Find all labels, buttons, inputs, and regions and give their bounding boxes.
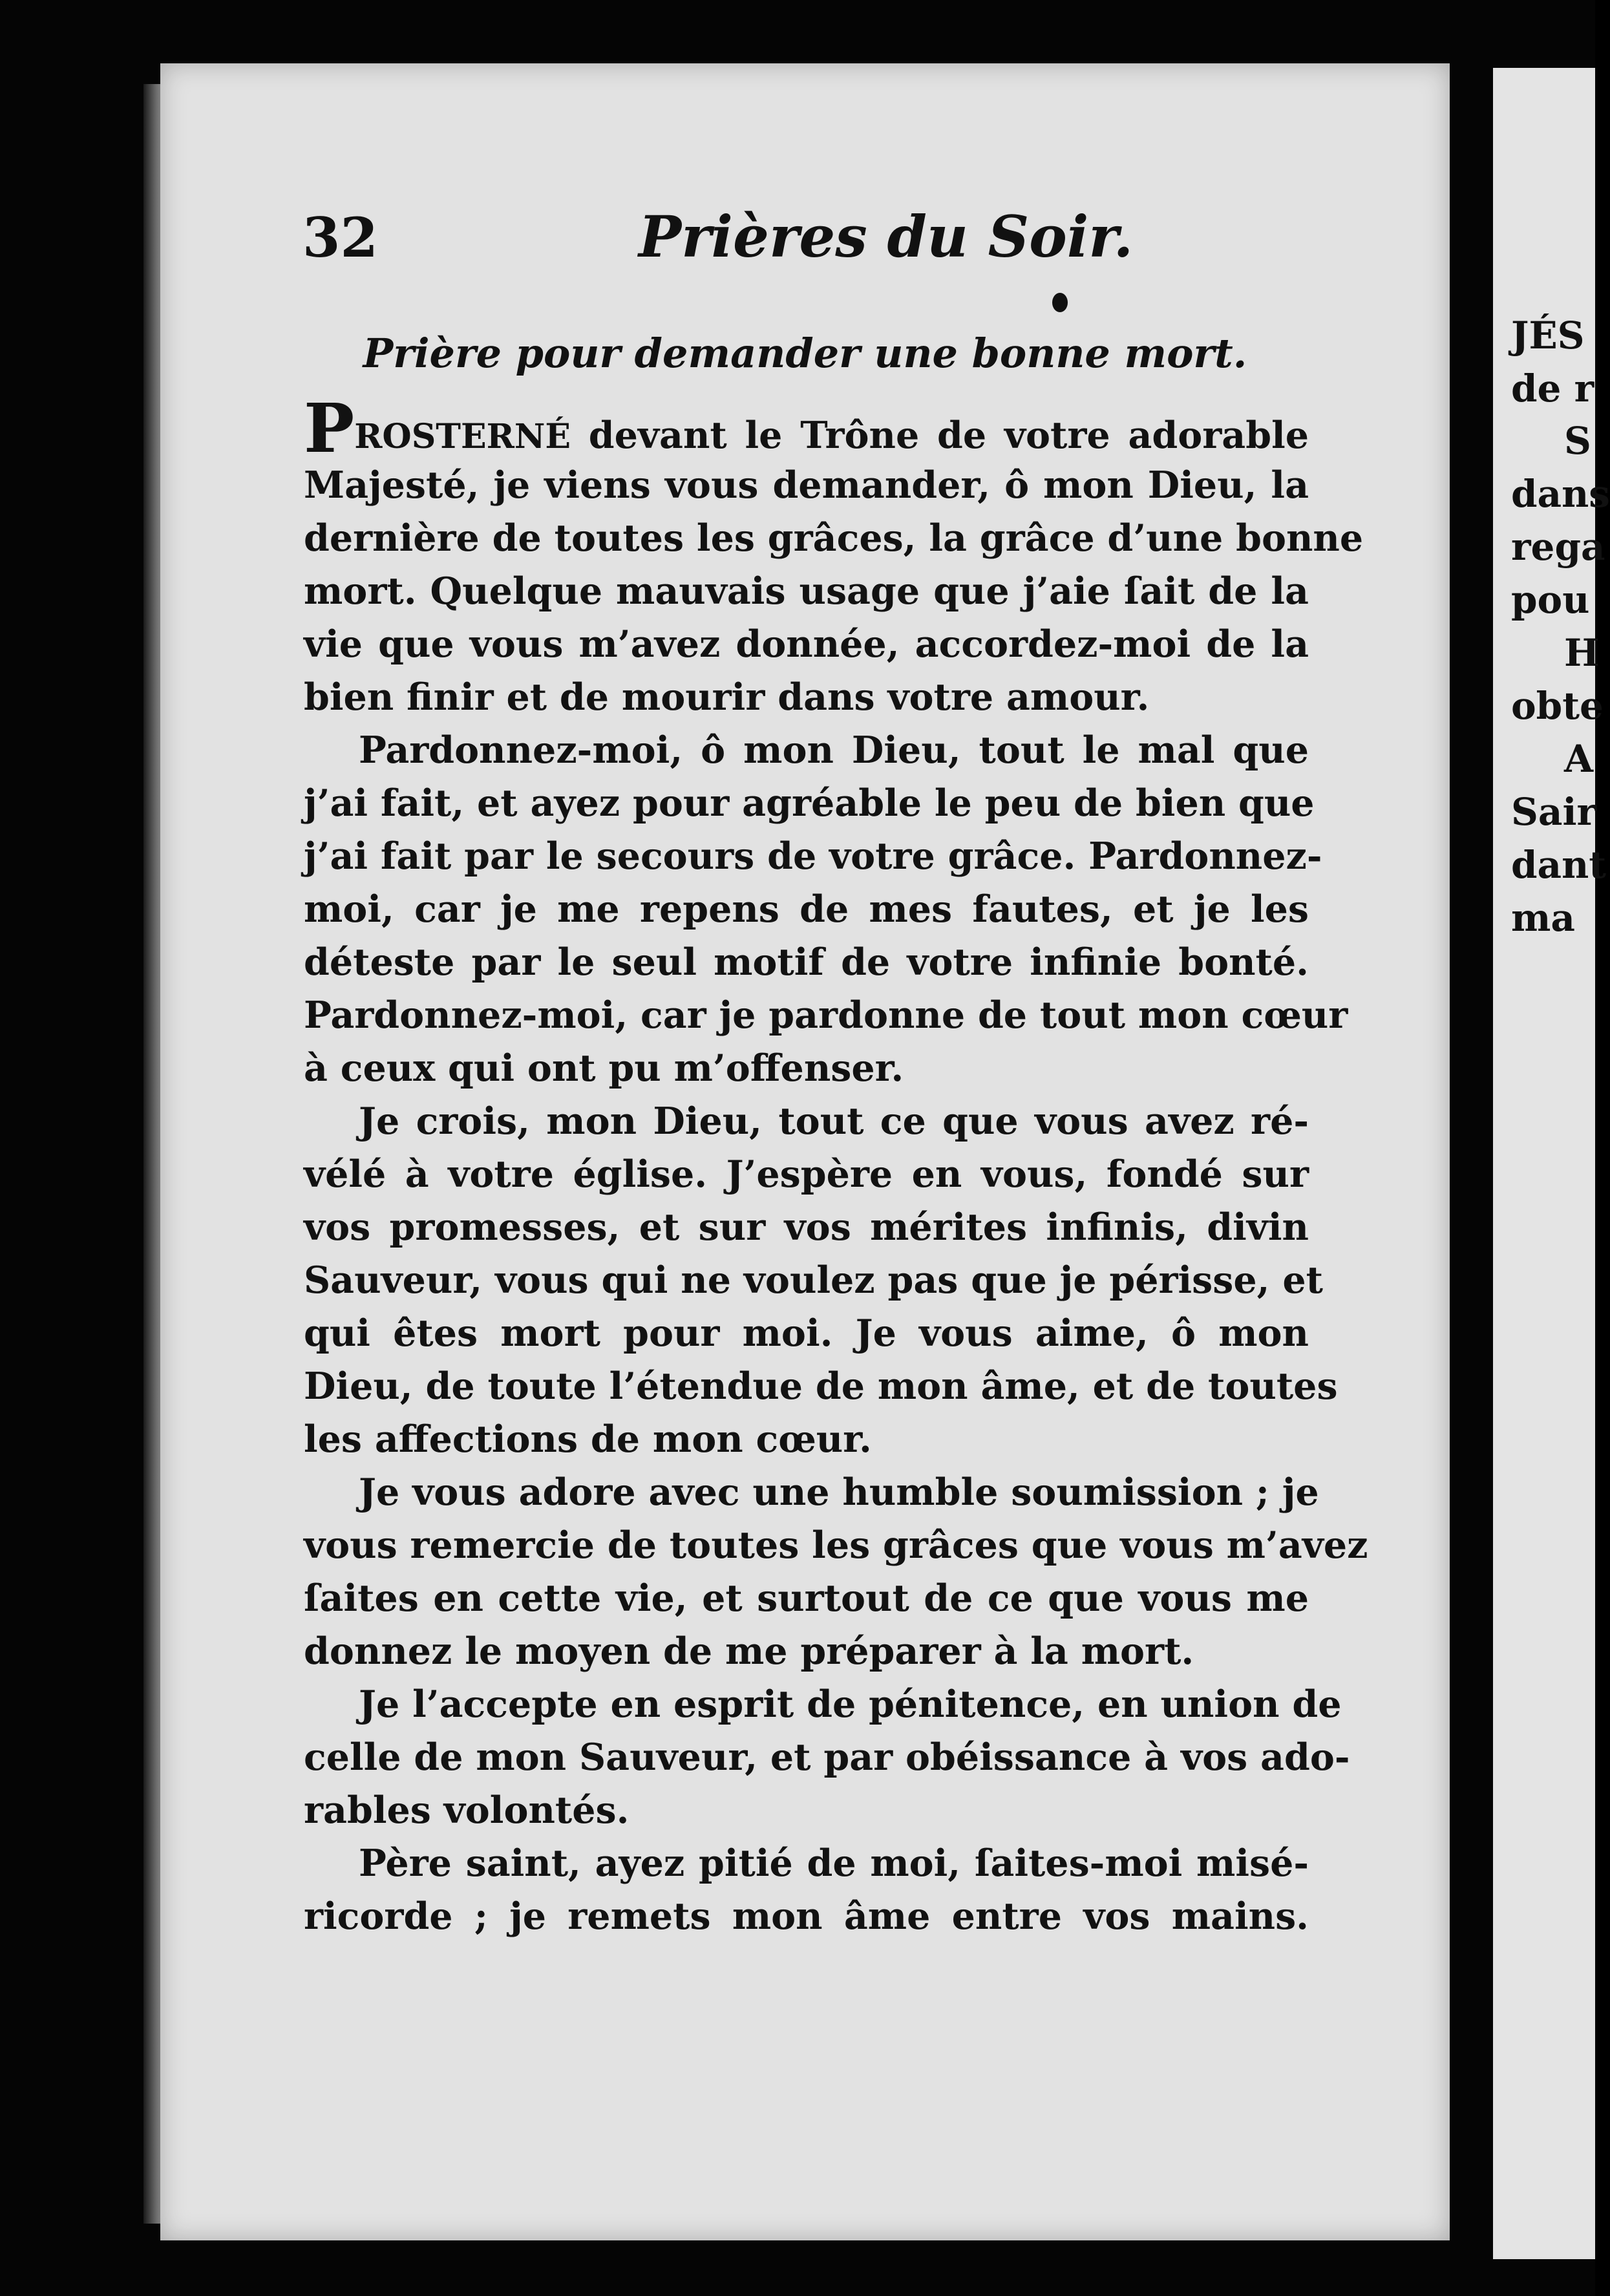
fragment-line: rega (1511, 525, 1605, 569)
text-line: ſaites en cette vie, et surtout de ce que vous me (304, 1577, 1309, 1620)
text-line: moi, car je me repens de mes fautes, et je les (304, 888, 1309, 931)
text-line: vie que vous m’avez donnée, accordez-moi de la (304, 622, 1309, 666)
page-number: 32 (302, 206, 378, 270)
text-line: Je l’accepte en esprit de pénitence, en union de (359, 1683, 1342, 1726)
fragment-line: obte (1511, 684, 1604, 728)
prayer-body (304, 388, 1368, 1943)
fragment-line: H (1564, 631, 1600, 675)
running-head (302, 203, 1308, 282)
text-line-content: devant le Trône de votre adorable (570, 414, 1309, 457)
fragment-line: S (1564, 419, 1591, 463)
text-line: déteste par le seul motif de votre infinie bonté. (304, 941, 1309, 984)
text-line: à ceux qui ont pu m’offenser. (304, 1047, 904, 1090)
fragment-line: JÉS (1511, 314, 1585, 357)
text-line: Sauveur, vous qui ne voulez pas que je périsse, et (304, 1259, 1323, 1302)
text-line: qui êtes mort pour moi. Je vous aime, ô mon (304, 1312, 1309, 1355)
text-line: Pardonnez-moi, ô mon Dieu, tout le mal que (359, 728, 1309, 772)
text-line: Pardonnez-moi, car je pardonne de tout mon cœur (304, 994, 1348, 1037)
text-line: dernière de toutes les grâces, la grâce d’une bonne (304, 516, 1364, 560)
text-line: Père saint, ayez pitié de moi, ſaites-moi misé- (359, 1842, 1309, 1885)
text-line: Dieu, de toute l’étendue de mon âme, et de toutes (304, 1365, 1338, 1408)
fragment-line: A (1564, 737, 1594, 781)
first-word-smallcaps: ROSTERNÉ (354, 417, 571, 456)
text-line: celle de mon Sauveur, et par obéissance à vos ado- (304, 1736, 1350, 1779)
drop-cap: P (304, 388, 355, 468)
fragment-line: Sair (1511, 790, 1597, 834)
text-line: j’ai fait, et ayez pour agréable le peu de bien que (304, 781, 1315, 825)
text-line: Majesté, je viens vous demander, ô mon Dieu, la (304, 463, 1309, 507)
text-line: vélé à votre église. J’espère en vous, fondé sur (304, 1153, 1309, 1196)
fragment-line: ma (1511, 896, 1575, 940)
running-title: Prières du Soir. (639, 203, 1134, 270)
text-line: j’ai fait par le secours de votre grâce. Pardonnez- (304, 834, 1322, 878)
fragment-line: dans (1511, 472, 1610, 516)
fragment-line: pou (1511, 578, 1590, 622)
prayer-title: Prière pour demander une bonne mort. (363, 330, 1247, 377)
text-line (304, 388, 1309, 468)
fragment-line: de r (1511, 367, 1594, 410)
fragment-line: dant (1511, 843, 1607, 887)
text-line: rables volontés. (304, 1789, 630, 1832)
text-line: bien finir et de mourir dans votre amour. (304, 675, 1150, 719)
text-line: Je crois, mon Dieu, tout ce que vous avez ré- (359, 1100, 1309, 1143)
book-page (160, 63, 1450, 2240)
text-line: ricorde ; je remets mon âme entre vos mains. (304, 1895, 1309, 1938)
text-line: vous remercie de toutes les grâces que vous m’avez (304, 1524, 1368, 1567)
text-line: mort. Quelque mauvais usage que j’aie ſait de la (304, 569, 1309, 613)
ornament-dot (1052, 293, 1068, 312)
text-line: donnez le moyen de me préparer à la mort. (304, 1630, 1194, 1673)
adjacent-page-fragment (1493, 68, 1610, 2259)
text-line: Je vous adore avec une humble soumission ; je (359, 1471, 1319, 1514)
text-line: vos promesses, et sur vos mérites infinis, divin (304, 1206, 1309, 1249)
text-line: les affections de mon cœur. (304, 1418, 872, 1461)
